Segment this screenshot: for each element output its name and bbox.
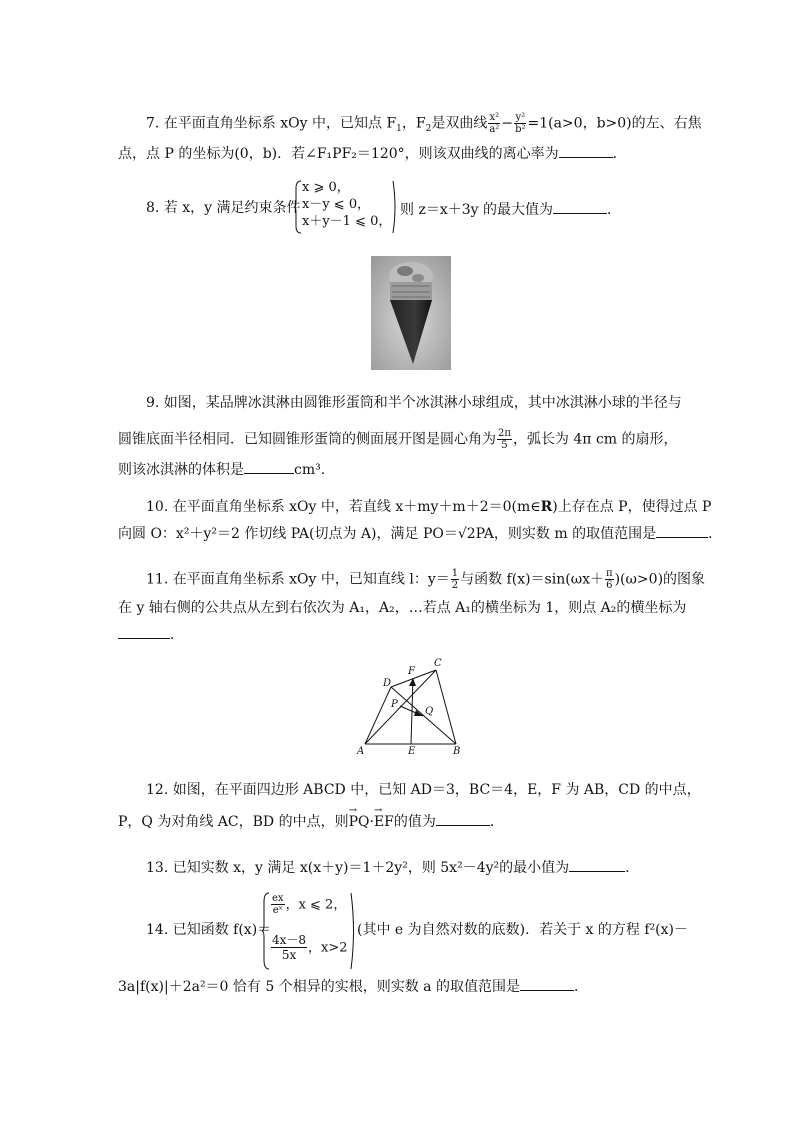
q10-text-b: )上存在点 P，使得过点 P bbox=[552, 499, 712, 515]
q11-text-a: 11. 在平面直角坐标系 xOy 中，已知直线 l：y＝ bbox=[146, 571, 450, 588]
q7-text-c: 是双曲线 bbox=[431, 115, 488, 132]
q14-frac-2: $\frac{4x-8}{5x}$ bbox=[272, 933, 307, 962]
q11-answer-blank[interactable] bbox=[118, 625, 170, 639]
q9-text-a: 圆锥底面半径相同．已知圆锥形蛋筒的侧面展开图是圆心角为 bbox=[118, 431, 496, 448]
q12-answer-blank[interactable] bbox=[436, 812, 490, 826]
q9-text-line3: 则该冰淇淋的体积是 bbox=[118, 462, 244, 478]
q10-real-set: R bbox=[540, 499, 553, 515]
q9-line3 bbox=[118, 460, 325, 478]
q8-prefix: 8. 若 x，y 满足约束条件 bbox=[146, 200, 301, 216]
q14-left-brace bbox=[262, 892, 270, 970]
q7-text-b: ，F bbox=[401, 115, 426, 132]
q11-line2: 在 y 轴右侧的公共点从左到右依次为 A₁，A₂，…若点 A₁的横坐标为 1，则点 A₂的横坐标为 bbox=[118, 600, 687, 616]
q8-suffix-line bbox=[400, 200, 621, 218]
q14-piece-2 bbox=[270, 933, 348, 962]
q14-prefix: 14. 已知函数 f(x)＝ bbox=[146, 922, 272, 938]
q11-end: ． bbox=[170, 627, 184, 643]
q9-frac-angle: $\frac{2\pi}{5}$ bbox=[498, 428, 511, 451]
q10-text-line2: 向圆 O：x²＋y²＝2 作切线 PA(切点为 A)，满足 PO＝√2PA，则实数 m 的取值范围是 bbox=[118, 526, 657, 542]
vector-pq: → PQ bbox=[349, 814, 370, 830]
q11-line3 bbox=[118, 625, 184, 643]
q7-text-d: =1(a>0，b>0)的左、右焦 bbox=[527, 115, 702, 132]
q8-end: ． bbox=[607, 202, 621, 218]
q7-text-a: 7. 在平面直角坐标系 xOy 中，已知点 F bbox=[146, 115, 397, 132]
edge-cb bbox=[436, 670, 456, 744]
label-p: P bbox=[391, 699, 398, 710]
q12-text-a: P，Q 为对角线 AC，BD 的中点，则 bbox=[118, 814, 349, 830]
q9-text-b: ，弧长为 4π cm 的扇形， bbox=[512, 431, 678, 448]
q11-text-b: 与函数 f(x)＝sin(ωx＋ bbox=[460, 571, 605, 588]
q8-suffix: 则 z＝x＋3y 的最大值为 bbox=[400, 202, 553, 218]
q12-line1: 12. 如图，在平面四边形 ABCD 中，已知 AD＝3，BC＝4，E，F 为 AB，CD 的中点， bbox=[146, 782, 701, 798]
q7-answer-blank[interactable] bbox=[559, 144, 613, 158]
ef-arrow-head bbox=[409, 678, 416, 686]
quadrilateral-figure bbox=[352, 656, 470, 758]
q14-end: ． bbox=[573, 979, 588, 995]
q11-frac-pi6: $\frac{\pi}{6}$ bbox=[606, 568, 613, 591]
q8-constraint-2: x－y ⩽ 0， bbox=[302, 197, 371, 212]
q7-end: ． bbox=[612, 146, 627, 162]
q8-right-paren bbox=[392, 180, 398, 234]
q14-right-paren bbox=[350, 892, 356, 970]
q13-line bbox=[146, 858, 639, 876]
q8-answer-blank[interactable] bbox=[553, 200, 607, 214]
q12-line2 bbox=[118, 812, 504, 830]
q14-line2 bbox=[118, 977, 588, 995]
q13-text: 13. 已知实数 x，y 满足 x(x＋y)＝1＋2y²，则 5x²－4y²的最小值为 bbox=[146, 860, 570, 876]
q12-text-b: 的值为 bbox=[393, 814, 436, 830]
q7-line1: 7. 在平面直角坐标系 xOy 中，已知点 $F_1$，$F_2$是双曲线 $\frac{\text{x²}}{\text{a²}}$ − $\frac{\text{y²}}{\text{b²}}$ =1(a>0，b>0)的左、右焦 bbox=[146, 112, 702, 135]
q10-line2 bbox=[118, 524, 722, 542]
diagonal-bd bbox=[391, 687, 456, 744]
label-f: F bbox=[408, 666, 415, 677]
label-q: Q bbox=[425, 706, 434, 717]
ice-cream-cone-photo bbox=[371, 256, 451, 370]
q10-text-a: 10. 在平面直角坐标系 xOy 中，若直线 x＋my＋m＋2＝0(m∈ bbox=[146, 499, 541, 515]
q7-frac-x: $\frac{\text{x²}}{\text{a²}}$ bbox=[489, 112, 500, 135]
q10-end: ． bbox=[708, 526, 723, 542]
q8-left-brace bbox=[294, 180, 302, 234]
q8-constraint-1: x ⩾ 0， bbox=[302, 180, 350, 195]
q7-line2 bbox=[118, 144, 627, 162]
q12-end: ． bbox=[489, 814, 504, 830]
q14-cond-2: ，x>2 bbox=[308, 940, 348, 956]
q10-answer-blank[interactable] bbox=[656, 524, 708, 538]
q14-piece-1 bbox=[270, 893, 346, 916]
label-d: D bbox=[383, 678, 392, 689]
label-a: A bbox=[357, 746, 365, 757]
q14-frac-1: $\frac{ex}{\text{eˣ}}$ bbox=[272, 893, 284, 916]
q14-cond-1: ，x ⩽ 2， bbox=[285, 897, 347, 913]
q11-text-c: )(ω>0)的图象 bbox=[614, 571, 706, 588]
label-b: B bbox=[453, 746, 461, 757]
q8-constraint-3: x＋y－1 ⩽ 0， bbox=[302, 214, 392, 229]
vector-ef: → EF bbox=[374, 814, 394, 830]
label-c: C bbox=[434, 658, 442, 669]
q9-line2 bbox=[118, 428, 678, 451]
q14-suffix: (其中 e 为自然对数的底数)．若关于 x 的方程 f²(x)－ bbox=[357, 922, 688, 938]
label-e: E bbox=[408, 746, 416, 757]
q7-text-line2: 点，点 P 的坐标为(0，b)．若∠F₁PF₂＝120°，则该双曲线的离心率为 bbox=[118, 146, 559, 162]
q7-frac-y: $\frac{\text{y²}}{\text{b²}}$ bbox=[515, 112, 526, 135]
q13-answer-blank[interactable] bbox=[569, 858, 625, 872]
q11-frac-half: $\frac{1}{2}$ bbox=[451, 568, 459, 591]
q9-line1: 9. 如图，某品牌冰淇淋由圆锥形蛋筒和半个冰淇淋小球组成，其中冰淇淋小球的半径与 bbox=[146, 395, 682, 411]
q7-minus: − bbox=[501, 115, 514, 132]
q9-unit: cm³. bbox=[294, 462, 326, 478]
q9-answer-blank[interactable] bbox=[244, 460, 294, 474]
q10-line1 bbox=[146, 499, 711, 515]
edge-ad bbox=[365, 687, 391, 744]
q11-line1 bbox=[146, 568, 705, 591]
q14-text-line2: 3a|f(x)|＋2a²＝0 恰有 5 个相异的实根，则实数 a 的取值范围是 bbox=[118, 979, 520, 995]
q13-end: ． bbox=[625, 860, 640, 876]
dot-product: · bbox=[369, 814, 374, 830]
q14-answer-blank[interactable] bbox=[520, 977, 574, 991]
